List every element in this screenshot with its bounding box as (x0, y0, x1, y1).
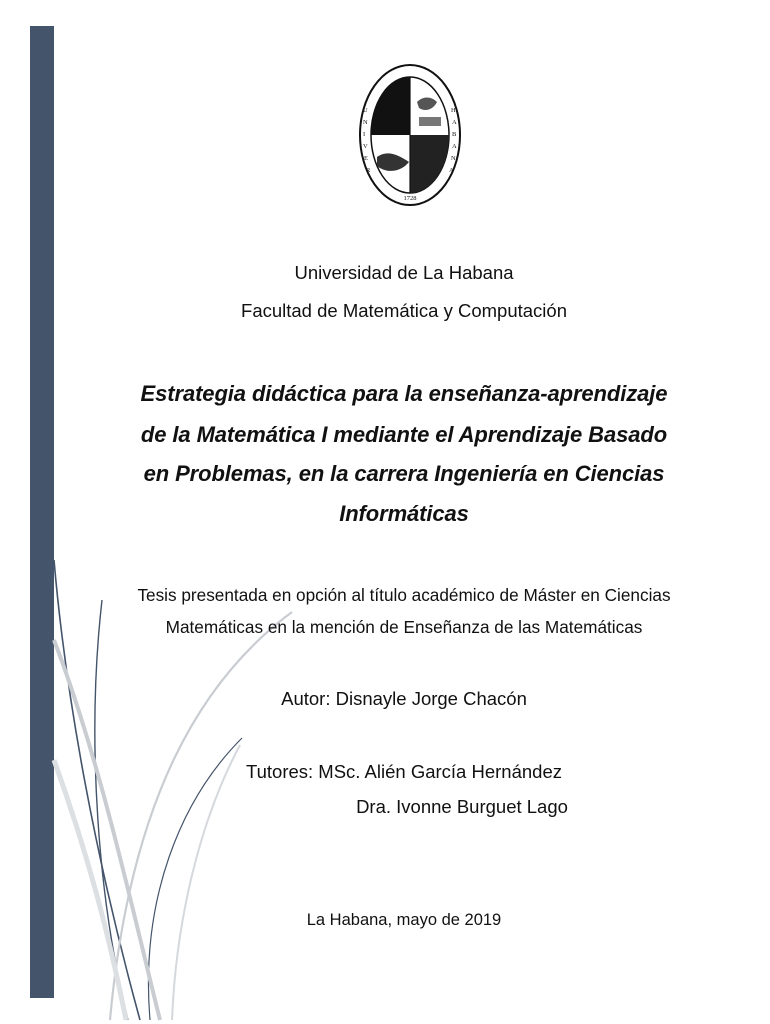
svg-text:A: A (452, 119, 457, 126)
svg-text:V: V (363, 143, 368, 150)
author: Autor: Disnayle Jorge Chacón (281, 688, 527, 709)
thesis-title-line-2: de la Matemática I mediante el Aprendizaje Basado (140, 422, 668, 447)
svg-text:U: U (363, 107, 368, 114)
tutor-line-1: Tutores: MSc. Alién García Hernández (245, 761, 562, 782)
svg-text:E: E (364, 155, 368, 162)
university-name: Universidad de La Habana (294, 262, 514, 283)
university-seal-icon (357, 62, 463, 208)
svg-text:H: H (451, 107, 456, 114)
thesis-title-line-4: Informáticas (339, 501, 469, 526)
svg-text:N: N (363, 119, 368, 126)
svg-text:B: B (452, 131, 457, 138)
tutor-line-2: Dra. Ivonne Burguet Lago (356, 796, 568, 817)
faculty-name: Facultad de Matemática y Computación (241, 300, 567, 321)
curve-light-4 (172, 745, 240, 1020)
thesis-title-line-1: Estrategia didáctica para la enseñanza-aprendizaje (140, 381, 668, 406)
svg-text:A: A (452, 143, 457, 150)
thesis-description-line-2: Matemáticas en la mención de Enseñanza de las Matemáticas (165, 617, 643, 637)
thesis-description-line-1: Tesis presentada en opción al título académico de Máster en Ciencias (137, 585, 671, 605)
place-and-date: La Habana, mayo de 2019 (306, 911, 502, 929)
svg-text:A: A (449, 167, 454, 174)
thesis-title-line-3: en Problemas, en la carrera Ingeniería en Ciencias (143, 461, 665, 486)
svg-text:N: N (451, 155, 456, 162)
seal-year: 1728 (403, 195, 417, 202)
svg-text:R: R (366, 167, 371, 174)
svg-text:I: I (363, 131, 366, 138)
